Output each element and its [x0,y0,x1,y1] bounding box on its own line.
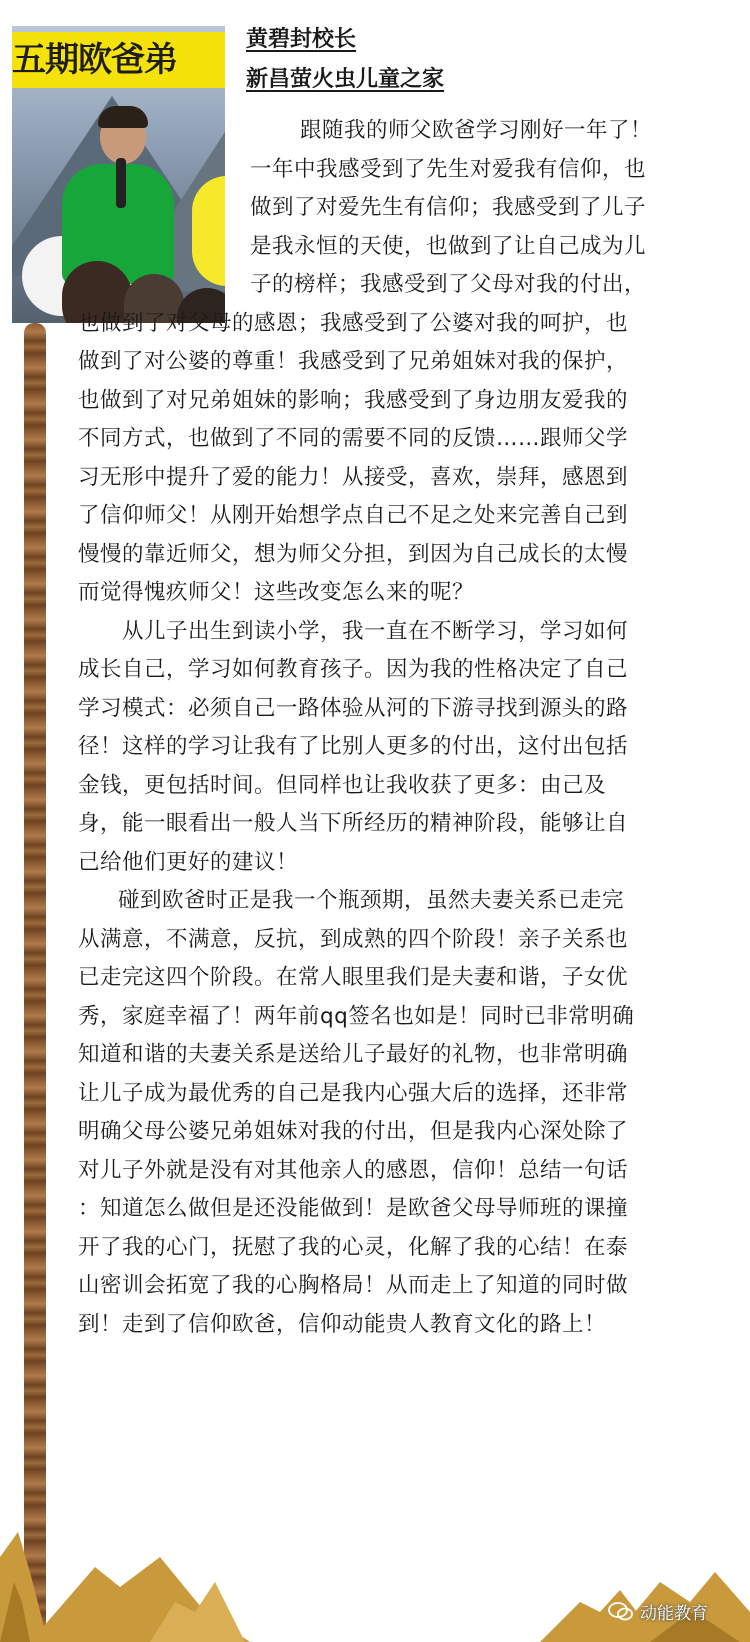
author-header [246,20,444,100]
paragraph-2 [78,613,688,883]
text-line: 成长自己，学习如何教育孩子。因为我的性格决定了自己 [78,657,629,682]
text-line: 慢慢的靠近师父，想为师父分担，到因为自己成长的太慢 [78,541,629,567]
text-line: 秀，家庭幸福了！两年前qq签名也如是！同时已非常明确 [78,1003,635,1029]
rope-decoration [24,323,46,1642]
text-line: ：知道怎么做但是还没能做到！是欧爸父母导师班的课撞 [78,1196,629,1221]
text-line: 到！走到了信仰欧爸，信仰动能贵人教育文化的路上！ [78,1311,607,1337]
paragraph-1 [78,112,688,613]
paragraph-3 [78,882,688,1344]
author-organization: 新昌萤火虫儿童之家 [246,67,445,92]
text-line: 学习模式：必须自己一路体验从河的下游寻找到源头的路 [78,695,629,721]
text-line: 开了我的心门，抚慰了我的心灵，化解了我的心结！在泰 [78,1234,629,1260]
text-line: 而觉得愧疚师父！这些改变怎么来的呢？ [78,580,475,605]
text-line: 不同方式，也做到了不同的需要不同的反馈……跟师父学 [78,426,629,451]
text-line: 让儿子成为最优秀的自己是我内心强大后的选择，还非常 [78,1080,629,1106]
author-name: 黄碧封校长 [246,27,357,52]
text-line: 对儿子外就是没有对其他亲人的感恩，信仰！总结一句话 [78,1157,629,1183]
article-body [78,112,688,1344]
text-line: 一年中我感受到了先生对爱我有信仰，也 [250,156,647,182]
text-line: 了信仰师父！从刚开始想学点自己不足之处来完善自己到 [78,503,629,528]
text-line: 从儿子出生到读小学，我一直在不断学习，学习如何 [122,618,629,644]
watermark-text: 动能教育 [640,1604,708,1624]
text-line: 做到了对公婆的尊重！我感受到了兄弟姐妹对我的保护， [78,349,629,374]
text-line: 做到了对爱先生有信仰；我感受到了儿子 [250,195,647,220]
text-line: 己给他们更好的建议！ [78,849,299,875]
text-line: 也做到了对兄弟姐妹的影响；我感受到了身边朋友爱我的 [78,387,629,413]
text-line: 知道和谐的夫妻关系是送给儿子最好的礼物，也非常明确 [78,1042,629,1067]
photo-banner: 五期欧爸弟 [12,32,225,88]
text-line: 是我永恒的天使，也做到了让自己成为儿 [250,233,647,259]
text-line: 从满意，不满意，反抗，到成熟的四个阶段！亲子关系也 [78,926,629,952]
text-line: 身，能一眼看出一般人当下所经历的精神阶段，能够让自 [78,811,629,836]
text-line: 山密训会拓宽了我的心胸格局！从而走上了知道的同时做 [78,1273,629,1298]
watermark [608,1599,708,1624]
text-line: 也做到了对父母的感恩；我感受到了公婆对我的呵护，也 [78,310,629,336]
wechat-icon [608,1602,634,1622]
text-line: 碰到欧爸时正是我一个瓶颈期，虽然夫妻关系已走完 [118,888,625,913]
text-line: 已走完这四个阶段。在常人眼里我们是夫妻和谐，子女优 [78,965,629,990]
text-line: 子的榜样；我感受到了父母对我的付出， [250,272,647,297]
text-line: 明确父母公婆兄弟姐妹对我的付出，但是我内心深处除了 [78,1119,629,1144]
text-line: 跟随我的师父欧爸学习刚好一年了！ [300,118,653,143]
text-line: 习无形中提升了爱的能力！从接受，喜欢，崇拜，感恩到 [78,464,629,490]
text-line: 径！这样的学习让我有了比别人更多的付出，这付出包括 [78,734,629,759]
text-line: 金钱，更包括时间。但同样也让我收获了更多：由己及 [78,772,607,798]
